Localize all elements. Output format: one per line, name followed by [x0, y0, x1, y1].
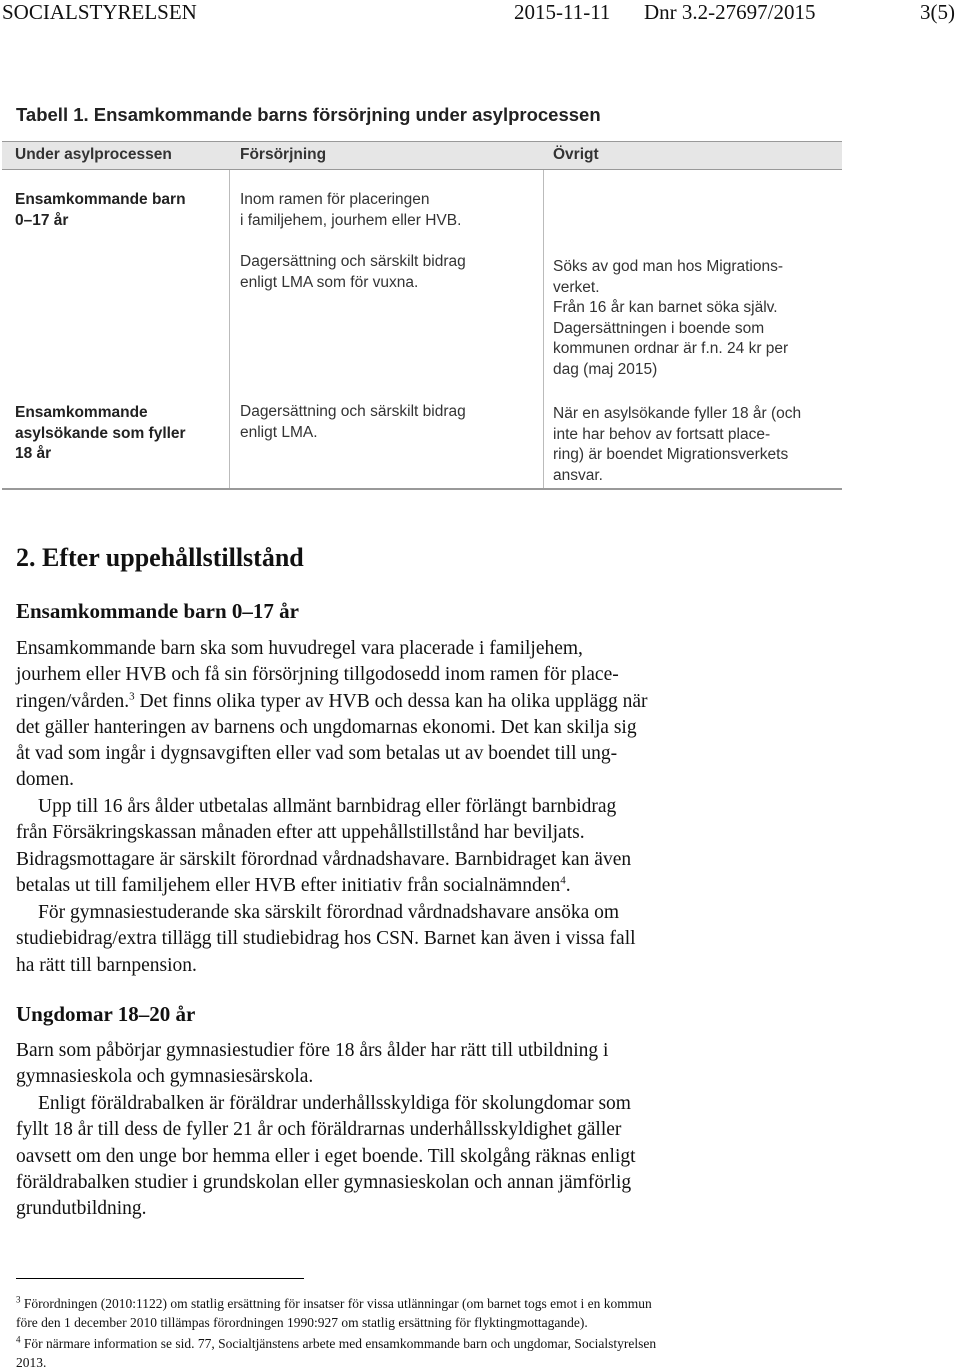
support-table: [2, 141, 842, 490]
section-heading: 2. Efter uppehållstillstånd: [16, 543, 304, 572]
page-number: 3(5): [920, 0, 955, 24]
support-lma: Dagersättning och särskilt bidrag enligt LMA.: [240, 403, 466, 441]
subheading-youth: Ungdomar 18–20 år: [16, 1002, 196, 1026]
row-label-children: Ensamkommande barn 0–17 år: [15, 191, 186, 229]
paragraph-upper-secondary: Barn som påbörjar gymnasiestudier före 18 års ålder har rätt till utbildning i gymnasieskola och gymnasiesärskola.: [16, 1040, 609, 1088]
document-date: 2015-11-11: [514, 0, 611, 24]
footnote-separator: [16, 1278, 304, 1279]
paragraph-child-benefit: Upp till 16 års ålder utbetalas allmänt barnbidrag eller förlängt barnbidrag från Försäkringskassan månaden efter att uppehållstillstånd har beviljats. Bidragsmottagare är särskilt förordnad vårdnadshavare. Barnbidraget kan även betalas ut till familjehem eller HVB efter initiativ från socialnämnden$^4$.: [16, 796, 632, 896]
column-header-asylum: Under asylprocessen: [15, 146, 172, 163]
table-body: [2, 170, 842, 490]
other-turning-18: När en asylsökande fyller 18 år (och inte har behov av fortsatt place- ring) är boendet Migrationsverkets ansvar.: [553, 405, 802, 484]
column-header-support: Försörjning: [240, 146, 327, 163]
support-placement: Inom ramen för placeringen i familjehem, jourhem eller HVB.: [240, 191, 462, 229]
paragraph-study-grant: För gymnasiestuderande ska särskilt förordnad vårdnadshavare ansöka om studiebidrag/extra tillägg till studiebidrag hos CSN. Barnet kan även i vissa fall ha rätt till barnpension.: [16, 902, 636, 976]
subheading-children: Ensamkommande barn 0–17 år: [16, 599, 299, 623]
support-daily-allowance: Dagersättning och särskilt bidrag enligt LMA som för vuxna.: [240, 253, 466, 291]
footnote-ref-4[interactable]: 4: [560, 874, 566, 887]
document-number: Dnr 3.2-27697/2015: [644, 0, 816, 24]
table-header-row: [2, 141, 842, 170]
paragraph-placement: Ensamkommande barn ska som huvudregel vara placerade i familjehem, jourhem eller HVB och få sin försörjning tillgodosedd inom ramen för place- ringen/vården.$^3$ Det finns olika typer av HVB och dessa kan ha olika upplägg när det gäller hanteringen av barnens och ungdomarnas ekonomi. Det kan skilja sig åt vad som ingår i dygnsavgiften eller vad som betalas ut av boendet till ung- domen.: [16, 638, 648, 791]
table-title: Tabell 1. Ensamkommande barns försörjning under asylprocessen: [16, 104, 601, 125]
paragraph-parental-code: Enligt föräldrabalken är föräldrar underhållsskyldiga för skolungdomar som fyllt 18 år till dess de fyller 21 år och föräldrarnas underhållsskyldighet gäller oavsett om den unge bor hemma eller i eget boende. Till skolgång räknas enligt föräldrabalken studier i grundskolan eller gymnasieskolan och annan jämförlig grundutbildning.: [16, 1093, 636, 1220]
column-header-other: Övrigt: [553, 146, 599, 163]
org-name: SOCIALSTYRELSEN: [2, 0, 197, 24]
column-divider: [229, 170, 230, 488]
other-children: Söks av god man hos Migrations- verket. Från 16 år kan barnet söka själv. Dagersättningen i boende som kommunen ordnar är f.n. 24 kr per dag (maj 2015): [553, 258, 789, 378]
footnote-3: $^3$ Förordningen (2010:1122) om statlig ersättning för insatser för vissa utlänningar (om barnet togs emot i en kommun före den 1 december 2010 tillämpas förordningen 1990:927 om statlig ersättning för flyktingmottagande).: [16, 1294, 652, 1330]
footnote-ref-3[interactable]: 3: [129, 690, 135, 703]
row-label-turning-18: Ensamkommande asylsökande som fyller 18 år: [15, 404, 186, 462]
footnote-4: $^4$ För närmare information se sid. 77, Socialtjänstens arbete med ensamkommande barn och ungdomar, Socialstyrelsen 2013.: [16, 1334, 657, 1370]
column-divider: [543, 170, 544, 488]
page-header: [0, 0, 960, 24]
